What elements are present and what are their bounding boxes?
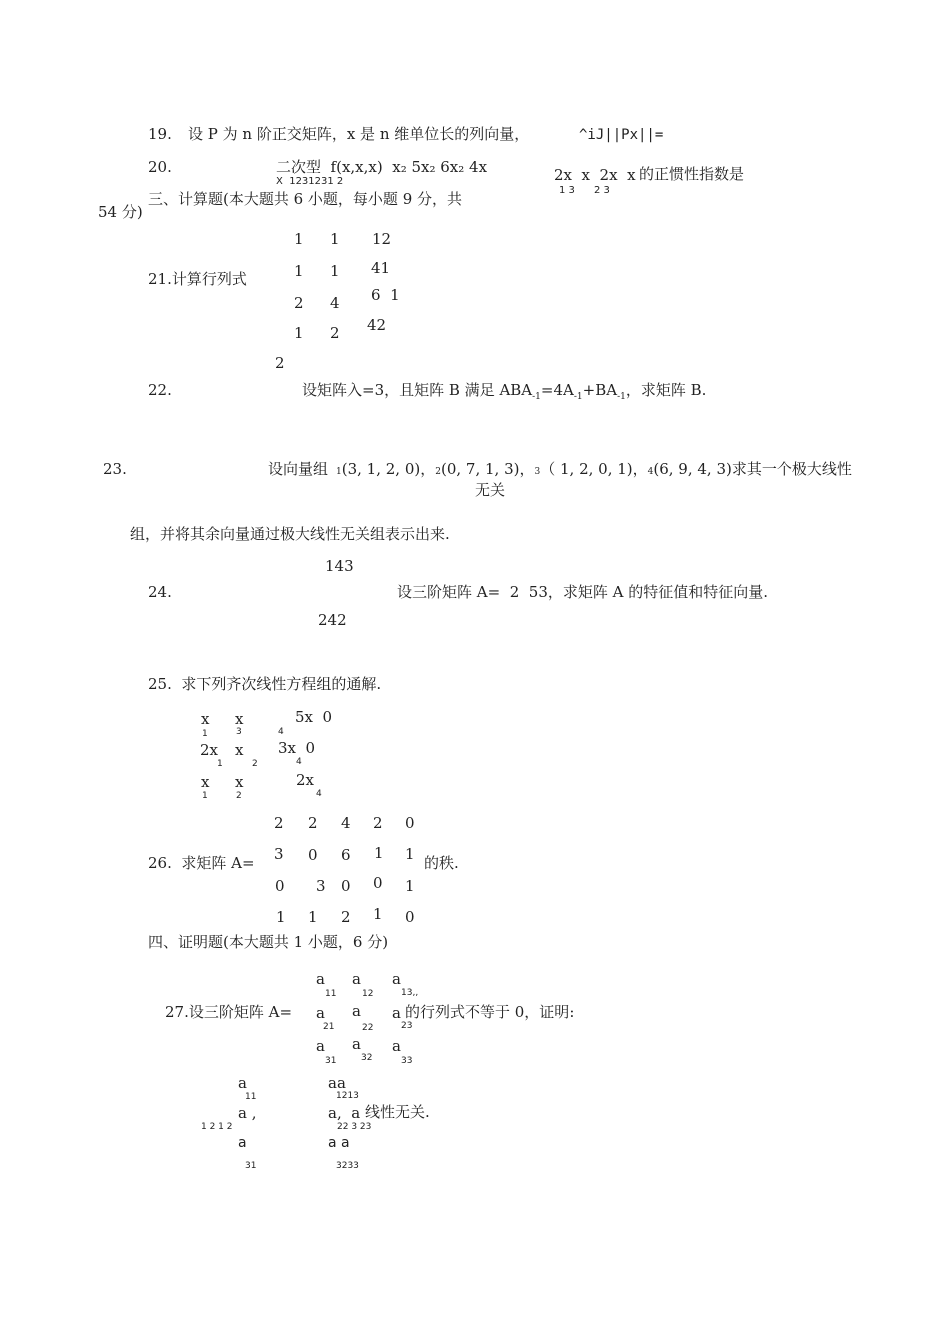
q27-label: 27.设三阶矩阵 A= bbox=[165, 1003, 293, 1021]
q26-cell: 1 bbox=[374, 844, 384, 862]
q26-cell: 6 bbox=[341, 846, 351, 864]
q25-eq3-var: x bbox=[235, 773, 244, 791]
q22-text: 设矩阵入=3，且矩阵 B 满足 $ABA_{-1}=4A_{-1}+BA_{-1}$，求矩阵 B. bbox=[302, 381, 707, 402]
q25-eq1-sub: 3 bbox=[236, 727, 242, 737]
q27-conclusion: 线性无关. bbox=[365, 1103, 430, 1121]
q25-eq2-var: 2x bbox=[200, 741, 219, 759]
q23-continuation: 无关 bbox=[475, 481, 506, 499]
q24-matrix-row3: 242 bbox=[318, 611, 347, 629]
q27-index: 22 bbox=[362, 1023, 374, 1033]
q21-cell: 41 bbox=[371, 259, 391, 277]
q25-eq3-rhs: 2x bbox=[296, 771, 315, 789]
q27-index: 12 bbox=[362, 989, 374, 999]
q27-index: 33 bbox=[401, 1056, 413, 1066]
q25-eq1-sub: 4 bbox=[278, 727, 284, 737]
q27-index: 13,, bbox=[401, 988, 419, 998]
q25-eq3-sub: 4 bbox=[316, 789, 322, 799]
q21-cell: 12 bbox=[372, 230, 392, 248]
q27-index: 11 bbox=[325, 989, 337, 999]
q26-cell: 3 bbox=[316, 877, 326, 895]
q25-eq1-sub: 1 bbox=[202, 729, 208, 739]
q27-entry: a bbox=[352, 1035, 361, 1053]
q26-cell: 1 bbox=[405, 845, 415, 863]
q24-number: 24. bbox=[148, 583, 172, 601]
q26-cell: 1 bbox=[405, 877, 415, 895]
q22-number: 22. bbox=[148, 381, 172, 399]
q27-vector-index: 11 bbox=[245, 1092, 257, 1102]
q27-entry: a bbox=[392, 1037, 401, 1055]
q26-cell: 2 bbox=[308, 814, 318, 832]
q21-cell: 6 1 bbox=[371, 286, 400, 304]
q25-eq2-sub: 2 bbox=[252, 759, 258, 769]
q19-text: 设 P 为 n 阶正交矩阵，x 是 n 维单位长的列向量， bbox=[188, 125, 530, 143]
q19-formula: ^iJ||Px||= bbox=[579, 127, 664, 143]
q27-entry: a bbox=[392, 970, 401, 988]
q27-vector-index: 31 bbox=[245, 1161, 257, 1171]
q27-vector-index: 1213 bbox=[336, 1091, 359, 1101]
q27-question: 的行列式不等于 0，证明: bbox=[405, 1003, 575, 1021]
q20-term-subscripts: 1 3 2 3 bbox=[559, 185, 610, 196]
q21-cell: 1 bbox=[330, 262, 340, 280]
q27-entry: a bbox=[316, 1004, 325, 1022]
q21-cell: 1 bbox=[294, 230, 304, 248]
section3-points: 54 分) bbox=[98, 203, 143, 221]
q23-text: 设向量组 1(3, 1, 2, 0)，2(0, 7, 1, 3)，3（ 1, 2, 0, 1)，4(6, 9, 4, 3)求其一个极大线性 bbox=[268, 460, 852, 478]
q25-eq3-sub: 2 bbox=[236, 791, 242, 801]
q25-eq2-rhs: 3x 0 bbox=[278, 739, 316, 757]
q27-vector-index: 1 2 1 2 bbox=[201, 1122, 233, 1132]
q26-cell: 0 bbox=[373, 874, 383, 892]
q20-subscripts: X 1231231 2 bbox=[276, 176, 344, 187]
q20-quadratic-form: 二次型 f(x,x,x) x₂ 5x₂ 6x₂ 4x bbox=[276, 158, 488, 176]
q27-vector-entry: a bbox=[238, 1074, 247, 1092]
q21-label: 21.计算行列式 bbox=[148, 270, 247, 288]
q20-question: 的正惯性指数是 bbox=[639, 165, 745, 183]
q26-cell: 0 bbox=[308, 846, 318, 864]
q25-title: 25. 求下列齐次线性方程组的通解. bbox=[148, 675, 382, 693]
q21-cell-cropped: 2 bbox=[330, 324, 340, 342]
q26-cell: 2 bbox=[274, 814, 284, 832]
q26-cell: 1 bbox=[373, 905, 383, 923]
q25-eq1-var: x bbox=[235, 710, 244, 728]
q26-cell: 1 bbox=[276, 908, 286, 926]
q27-vector-entry: a bbox=[238, 1135, 247, 1151]
q21-cell: 1 bbox=[330, 230, 340, 248]
q25-eq3-var: x bbox=[201, 773, 210, 791]
q25-eq3-sub: 1 bbox=[202, 791, 208, 801]
q21-cell: 42 bbox=[367, 316, 387, 334]
q27-entry: a bbox=[316, 970, 325, 988]
q25-eq1-rhs: 5x 0 bbox=[295, 708, 333, 726]
q27-entry: a bbox=[352, 1002, 361, 1020]
q21-cell-cropped: 1 bbox=[294, 324, 304, 342]
q27-vector-entry: a, a bbox=[328, 1104, 361, 1122]
section4-title: 四、证明题(本大题共 1 小题，6 分) bbox=[148, 933, 389, 951]
q24-matrix-row1: 143 bbox=[325, 557, 354, 575]
q27-vector-entry: aa bbox=[328, 1074, 346, 1092]
q26-cell: 0 bbox=[275, 877, 285, 895]
q20-number: 20. bbox=[148, 158, 172, 176]
q19-number: 19. bbox=[148, 125, 172, 143]
q25-eq2-var: x bbox=[235, 741, 244, 759]
q26-label: 26. 求矩阵 A= bbox=[148, 854, 255, 872]
q27-index: 32 bbox=[361, 1053, 373, 1063]
q26-cell: 3 bbox=[274, 845, 284, 863]
q26-cell: 0 bbox=[405, 814, 415, 832]
q26-cell: 4 bbox=[341, 814, 351, 832]
q21-extra: 2 bbox=[275, 354, 285, 372]
q27-entry: a bbox=[352, 970, 361, 988]
q26-question: 的秩. bbox=[424, 854, 459, 872]
q26-cell: 0 bbox=[405, 908, 415, 926]
q27-vector-index: 22 3 23 bbox=[337, 1122, 372, 1132]
q27-entry: a bbox=[392, 1004, 401, 1022]
q25-eq2-sub: 4 bbox=[296, 757, 302, 767]
q26-cell: 0 bbox=[341, 877, 351, 895]
q26-cell: 2 bbox=[341, 908, 351, 926]
section3-title: 三、计算题(本大题共 6 小题，每小题 9 分，共 bbox=[148, 190, 463, 208]
q21-cell: 1 bbox=[294, 262, 304, 280]
q21-cell: 4 bbox=[330, 294, 340, 312]
q26-cell: 1 bbox=[308, 908, 318, 926]
q25-eq1-var: x bbox=[201, 710, 210, 728]
q27-index: 21 bbox=[323, 1022, 335, 1032]
q24-text: 设三阶矩阵 A= 2 53，求矩阵 A 的特征值和特征向量. bbox=[397, 583, 769, 601]
q27-index: 31 bbox=[325, 1056, 337, 1066]
q25-eq2-sub: 1 bbox=[217, 759, 223, 769]
q27-index: 23 bbox=[401, 1021, 413, 1031]
q27-vector-index: 3233 bbox=[336, 1161, 359, 1171]
q21-cell: 2 bbox=[294, 294, 304, 312]
q27-entry: a bbox=[316, 1037, 325, 1055]
q23-text-line3: 组，并将其余向量通过极大线性无关组表示出来. bbox=[130, 525, 450, 543]
q23-number: 23. bbox=[103, 460, 127, 478]
q27-vector-entry: a , bbox=[238, 1104, 257, 1122]
q20-terms: 2x x 2x x bbox=[554, 166, 636, 184]
q26-cell: 2 bbox=[373, 814, 383, 832]
q27-vector-entry: a a bbox=[328, 1135, 350, 1151]
